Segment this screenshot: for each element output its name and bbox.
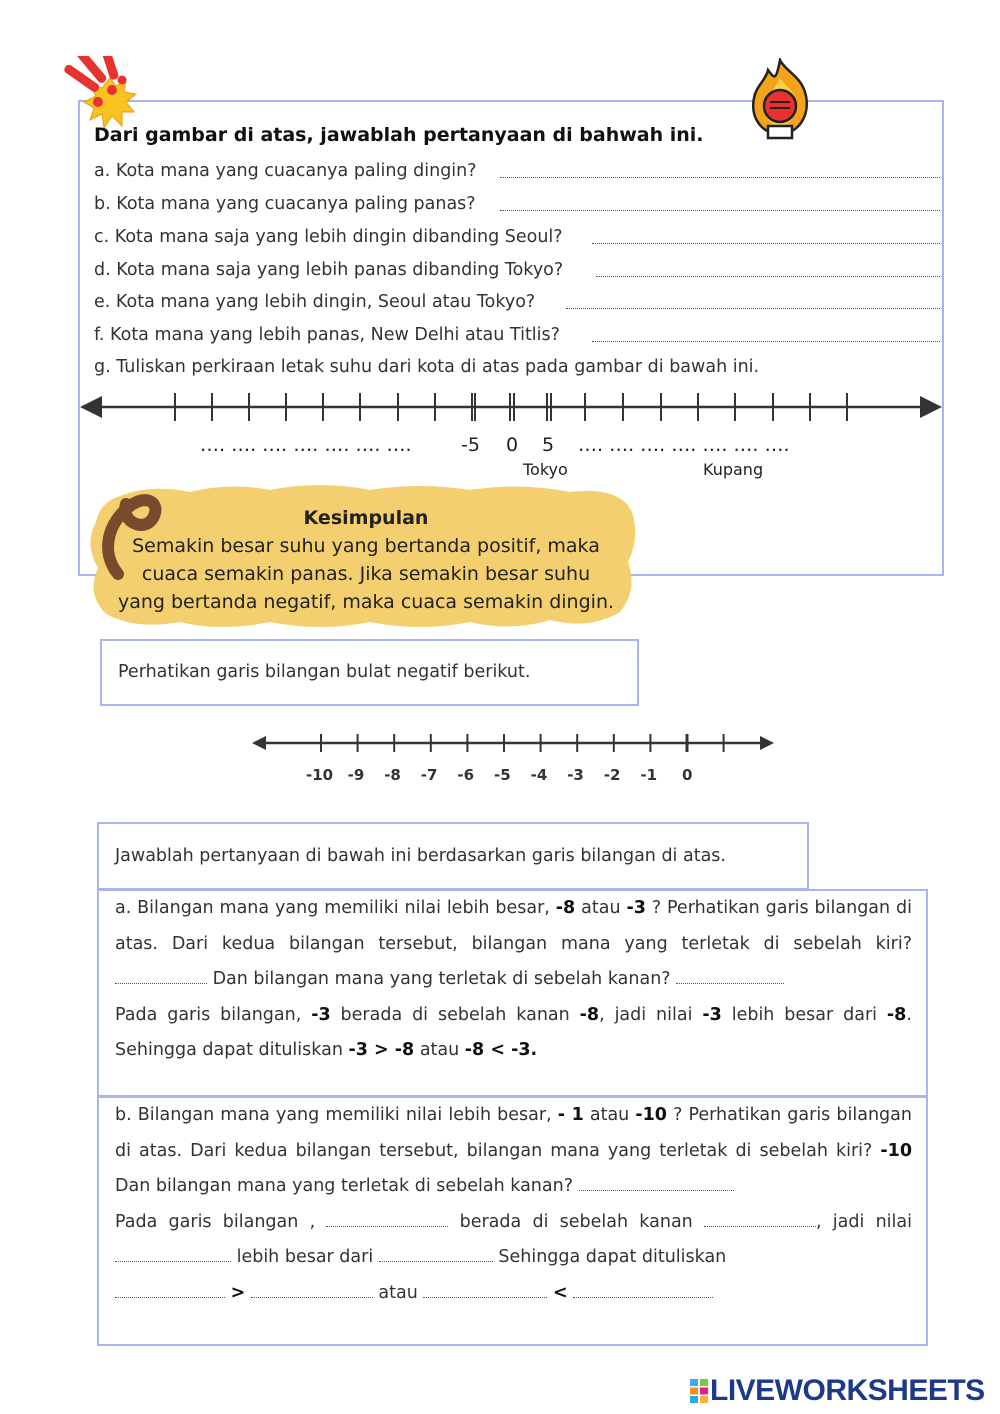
blank-labels-right[interactable]: …. …. …. …. …. …. …. — [578, 434, 790, 456]
qb-blank-4[interactable] — [379, 1244, 493, 1263]
qb-text-7: , jadi nilai — [816, 1211, 912, 1232]
qa-text-2: atau — [581, 898, 621, 918]
qb-blank-right[interactable] — [579, 1173, 734, 1192]
answer-blank-f[interactable] — [592, 341, 940, 342]
qb-blank-5[interactable] — [115, 1279, 225, 1298]
qa-text-7: , jadi nilai — [599, 1004, 693, 1025]
answer-blank-b[interactable] — [500, 210, 940, 211]
qb-text-5: Pada garis bilangan , — [115, 1211, 316, 1232]
qb-num-3[interactable]: -10 — [880, 1140, 912, 1161]
liveworksheets-logo-icon — [690, 1379, 708, 1403]
question-b: b. Kota mana yang cuacanya paling panas? — [94, 194, 476, 214]
tick-label: -10 — [306, 766, 334, 784]
qa-text-1: a. Bilangan mana yang memiliki nilai lebih besar, — [115, 898, 550, 918]
qa-num-8: -8 < -3. — [464, 1040, 538, 1060]
qb-text-1: b. Bilangan mana yang memiliki nilai lebih besar, — [115, 1105, 552, 1125]
qb-blank-2[interactable] — [704, 1208, 816, 1227]
tick-label: -9 — [347, 766, 365, 784]
question-d: d. Kota mana saja yang lebih panas dibanding Tokyo? — [94, 260, 564, 280]
qb-text-10: atau — [378, 1282, 418, 1303]
conclusion-title: Kesimpulan — [303, 507, 429, 529]
qa-num-5: -3 — [702, 1004, 722, 1025]
tick-label-minus5: -5 — [461, 434, 480, 456]
qa-text-3: ? Perhatikan garis bilangan di atas. Dari kedua bilangan tersebut, bilangan mana yang terletak di sebelah kiri? — [115, 898, 912, 954]
qb-text-3: ? Perhatikan garis bilangan di atas. Dari kedua bilangan tersebut, bilangan mana yang terletak di sebelah kiri? — [115, 1105, 912, 1161]
instruction-box-3 — [97, 822, 809, 890]
temperature-number-line — [78, 390, 944, 426]
instruction-box-2 — [100, 639, 639, 706]
conclusion-text — [100, 504, 632, 616]
qb-blank-7[interactable] — [423, 1279, 547, 1298]
city-label-kupang: Kupang — [703, 460, 764, 479]
qa-num-4: -8 — [579, 1004, 600, 1025]
instruction-2-text: Perhatikan garis bilangan bulat negatif berikut. — [118, 662, 531, 682]
conclusion-line-1: Semakin besar suhu yang bertanda positif, maka — [132, 535, 600, 557]
qb-blank-6[interactable] — [251, 1279, 373, 1298]
answer-blank-c[interactable] — [592, 243, 940, 244]
city-label-tokyo: Tokyo — [523, 460, 568, 479]
tick-label-5: 5 — [542, 434, 555, 456]
qb-text-8: lebih besar dari — [236, 1247, 374, 1267]
alert-burst-icon — [58, 56, 142, 134]
qb-num-2: -10 — [635, 1105, 667, 1125]
tick-label: -2 — [603, 766, 621, 784]
qb-greater-than: > — [230, 1282, 246, 1303]
tick-label: -5 — [494, 766, 511, 784]
qa-num-3: -3 — [311, 1004, 331, 1025]
section1-heading: Dari gambar di atas, jawablah pertanyaan di bahwah ini. — [94, 124, 704, 146]
tick-label: -4 — [530, 766, 548, 784]
qb-text-9: Sehingga dapat dituliskan — [498, 1247, 727, 1267]
question-box-a — [97, 889, 928, 1097]
qa-text-9: . Sehingga dapat dituliskan — [115, 1004, 912, 1060]
answer-blank-e[interactable] — [566, 308, 940, 309]
qa-text-4: Dan bilangan mana yang terletak di sebelah kanan? — [212, 969, 671, 989]
tick-label: -7 — [420, 766, 438, 784]
question-g: g. Tuliskan perkiraan letak suhu dari kota di atas pada gambar di bawah ini. — [94, 357, 760, 377]
answer-blank-d[interactable] — [596, 276, 940, 277]
qb-blank-3[interactable] — [115, 1244, 231, 1263]
qb-text-6: berada di sebelah kanan — [459, 1211, 693, 1232]
qa-num-7: -3 > -8 — [348, 1040, 415, 1060]
qa-blank-right[interactable] — [676, 966, 784, 985]
question-a: a. Kota mana yang cuacanya paling dingin? — [94, 161, 477, 181]
question-box-b — [97, 1096, 928, 1346]
blank-labels-left[interactable]: …. …. …. …. …. …. …. — [200, 434, 412, 456]
qa-text-5: Pada garis bilangan, — [115, 1004, 302, 1025]
tick-label-0: 0 — [506, 434, 519, 456]
conclusion-line-3: yang bertanda negatif, maka cuaca semakin dingin. — [117, 591, 615, 613]
question-a-paragraph — [115, 891, 912, 1069]
liveworksheets-logo-text: LIVEWORKSHEETS — [710, 1374, 985, 1407]
conclusion-line-2: cuaca semakin panas. Jika semakin besar suhu — [141, 563, 591, 585]
qa-text-10: atau — [419, 1040, 460, 1060]
tick-label: -6 — [457, 766, 475, 784]
qa-blank-left[interactable] — [115, 966, 207, 985]
qb-num-1: - 1 — [557, 1105, 584, 1125]
qa-num-6: -8 — [886, 1004, 907, 1025]
qb-less-than: < — [552, 1282, 568, 1303]
question-c: c. Kota mana saja yang lebih dingin dibanding Seoul? — [94, 227, 563, 247]
qb-text-2: atau — [589, 1105, 630, 1125]
negative-number-line — [250, 730, 780, 760]
fire-fist-icon — [746, 58, 814, 144]
tick-label: -1 — [640, 766, 658, 784]
tick-label: 0 — [682, 766, 693, 784]
question-e: e. Kota mana yang lebih dingin, Seoul atau Tokyo? — [94, 292, 536, 312]
qa-num-2: -3 — [626, 898, 646, 918]
qa-num-1: -8 — [555, 898, 576, 918]
question-f: f. Kota mana yang lebih panas, New Delhi atau Titlis? — [94, 325, 560, 345]
qb-blank-1[interactable] — [326, 1208, 448, 1227]
tick-label: -3 — [567, 766, 584, 784]
question-b-paragraph — [115, 1098, 912, 1311]
qb-blank-8[interactable] — [573, 1279, 713, 1298]
qa-text-6: berada di sebelah kanan — [340, 1004, 570, 1025]
instruction-3-text: Jawablah pertanyaan di bawah ini berdasarkan garis bilangan di atas. — [115, 846, 726, 866]
answer-blank-a[interactable] — [500, 177, 940, 178]
qa-text-8: lebih besar dari — [731, 1004, 877, 1025]
qb-text-4: Dan bilangan mana yang terletak di sebelah kanan? — [115, 1176, 573, 1196]
tick-label: -8 — [384, 766, 401, 784]
